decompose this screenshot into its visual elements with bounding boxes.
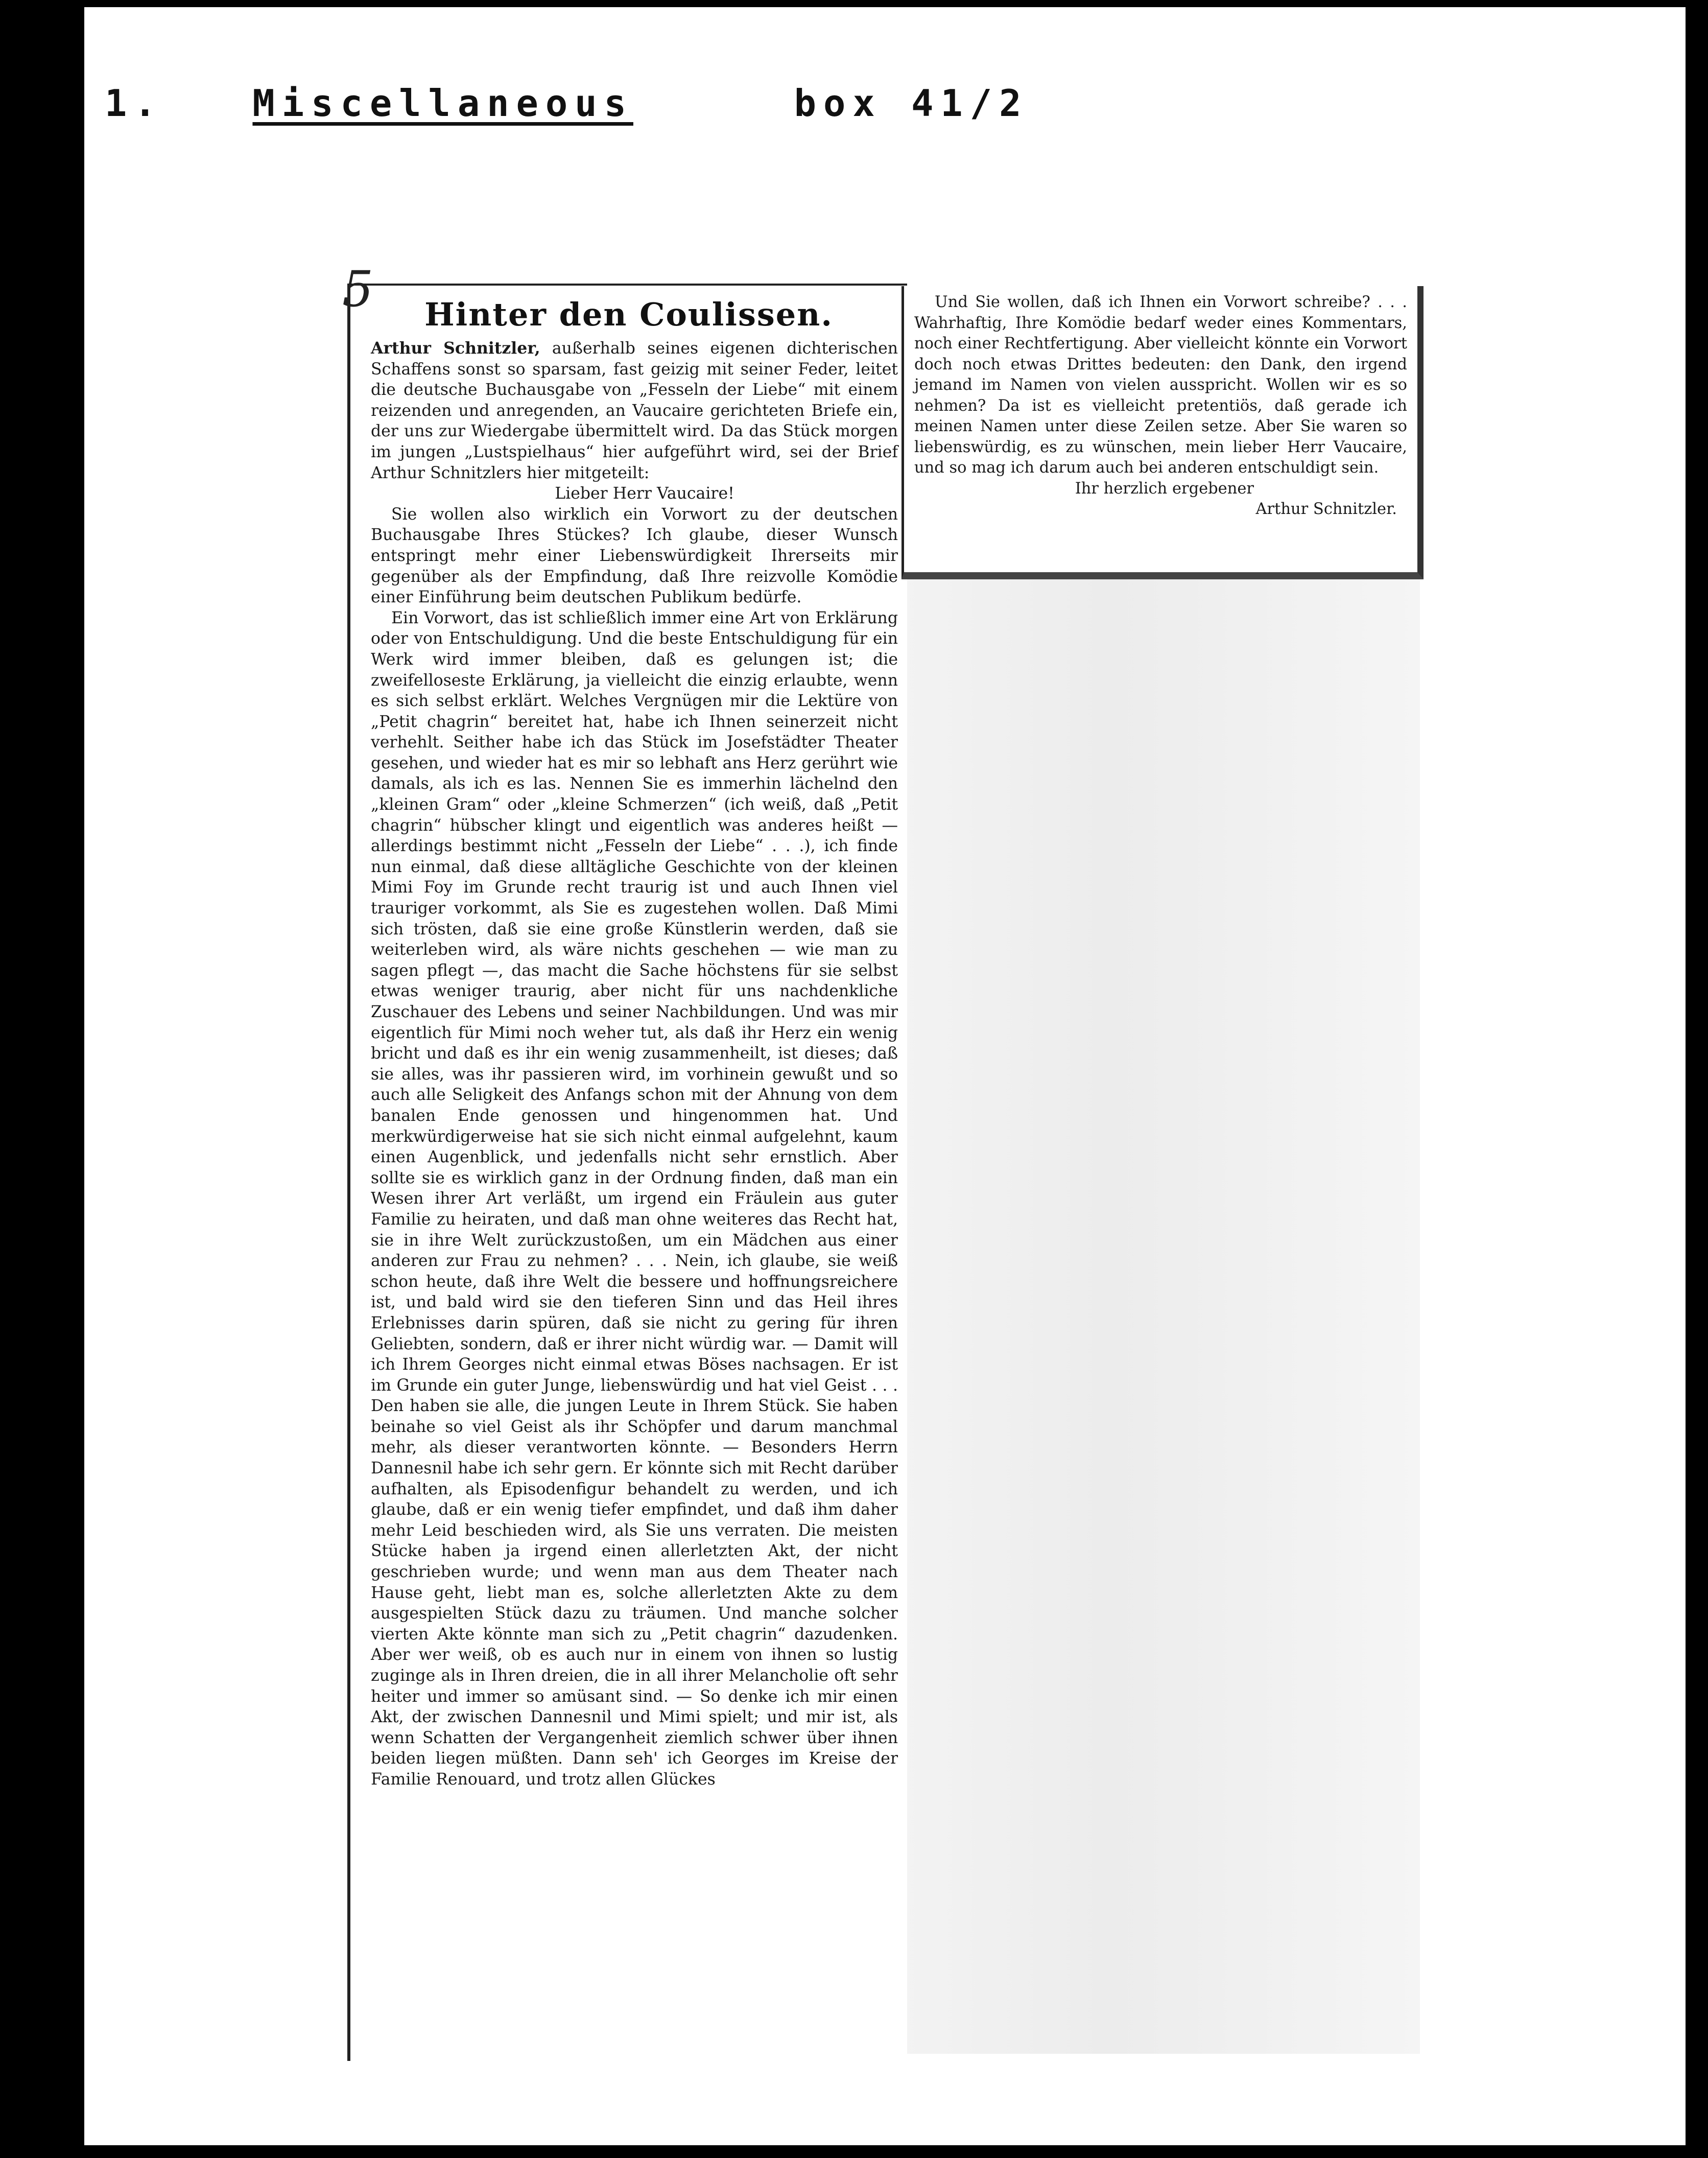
clipping-shadow: [902, 572, 1420, 2054]
clipping-left-column: [347, 284, 907, 2061]
signature: Arthur Schnitzler.: [1255, 500, 1397, 518]
closing-line: Ihr herzlich ergebener: [1075, 479, 1254, 498]
salutation: Lieber Herr Vaucaire!: [555, 484, 734, 503]
article-title: Hinter den Coulissen.: [424, 296, 833, 333]
paragraph: Sie wollen also wirklich ein Vorwort zu der deutschen Buchausgabe Ihres Stückes? Ich glaube, dieser Wunsch entspringt mehr einer Liebenswürdigkeit Ihrerseits mir gegenüber als der Empfindung, daß Ihre reizvolle Komödie einer Einführung beim deutschen Publikum bedürfe.: [371, 505, 898, 607]
lead-paragraph: [371, 338, 898, 483]
continuation-paragraph: Und Sie wollen, daß ich Ihnen ein Vorwort schreibe? . . . Wahrhaftig, Ihre Komödie bedarf weder eines Kommentars, noch einer Rechtfertigung. Aber vielleicht könnte ein Vorwort doch noch etwas Drittes bedeuten: den Dank, den irgend jemand im Namen von vielen ausspricht. Wollen wir es so nehmen? Da ist es vielleicht pretentiös, daß gerade ich meinen Namen unter diese Zeilen setze. Aber Sie waren so liebenswürdig, es zu wünschen, mein lieber Herr Vaucaire, und so mag ich darum auch bei anderen entschuldigt sein.: [914, 293, 1407, 477]
lead-author: Arthur Schnitzler,: [371, 339, 540, 358]
lead-text: außerhalb seines eigenen dichterischen Schaffens sonst so sparsam, fast geizig mit seiner Feder, leitet die deutsche Buchausgabe von „Fesseln der Liebe“ mit einem reizenden und anregenden, an Vaucaire gerichteten Briefe ein, der uns zur Wiedergabe übermittelt wird. Da das Stück morgen im jungen „Lustspielhaus“ hier aufgeführt wird, sei der Brief Arthur Schnitzlers hier mitgeteilt:: [371, 339, 898, 482]
article-body: [350, 338, 907, 1790]
header-category: Miscellaneous: [252, 82, 633, 125]
paragraph: Ein Vorwort, das ist schließlich immer eine Art von Erklärung oder von Entschuldigung. Und die beste Entschuldigung für ein Werk wird immer bleiben, daß es gelungen ist; die zweifelloseste Erklärung, ja vielleicht die einzig erlaubte, wenn es sich selbst erklärt. Welches Vergnügen mir die Lektüre von „Petit chagrin“ bereitet hat, habe ich Ihnen seinerzeit nicht verhehlt. Seither habe ich das Stück im Josefstädter Theater gesehen, und wieder hat es mir so lebhaft ans Herz gerührt wie damals, als ich es las. Nennen Sie es immerhin lächelnd den „kleinen Gram“ oder „kleine Schmerzen“ (ich weiß, daß „Petit chagrin“ hübscher klingt und eigentlich was anderes heißt — allerdings bestimmt nicht „Fesseln der Liebe“ . . .), ich finde nun einmal, daß diese alltägliche Geschichte von der kleinen Mimi Foy im Grunde recht traurig ist und auch Ihnen viel trauriger vorkommt, als Sie es zugestehen wollen. Daß Mimi sich trösten, daß sie eine große Künstlerin werden, daß sie weiterleben wird, als wäre nichts geschehen — wie man zu sagen pflegt —, das macht die Sache höchstens für sie selbst etwas weniger traurig, aber nicht für uns nachdenkliche Zuschauer des Lebens und seiner Nachbildungen. Und was mir eigentlich für Mimi noch weher tut, als daß ihr Herz ein wenig bricht und daß es ihr ein wenig zusammenheilt, ist dieses; daß sie alles, was ihr passieren wird, im vorhinein gewußt und so auch alle Seligkeit des Anfangs schon mit der Ahnung von dem banalen Ende genossen und hingenommen hat. Und merkwürdigerweise hat sie sich nicht einmal aufgelehnt, kaum einen Augenblick, und jedenfalls nicht sehr ernstlich. Aber sollte sie es wirklich ganz in der Ordnung finden, daß man ein Wesen ihrer Art verläßt, um irgend ein Fräulein aus guter Familie zu heiraten, und daß man ohne weiteres das Recht hat, sie in ihre Welt zurückzustoßen, um ein Mädchen aus einer anderen zur Frau zu nehmen? . . . Nein, ich glaube, sie weiß schon heute, daß ihre Welt die bessere und hoffnungsreichere ist, und bald wird sie den tieferen Sinn und das Heil ihres Erlebnisses darin spüren, daß sie nicht zu gering für ihren Geliebten, sondern, daß er ihrer nicht würdig war. — Damit will ich Ihrem Georges nicht einmal etwas Böses nachsagen. Er ist im Grunde ein guter Junge, liebenswürdig und hat viel Geist . . . Den haben sie alle, die jungen Leute in Ihrem Stück. Sie haben beinahe so viel Geist als ihr Schöpfer und darum manchmal mehr, als dieser verantworten könnte. — Besonders Herrn Dannesnil habe ich sehr gern. Er könnte sich mit Recht darüber aufhalten, als Episodenfigur behandelt zu werden, und ich glaube, daß er ein wenig tiefer empfindet, und daß ihm daher mehr Leid beschieden wird, als Sie uns verraten. Die meisten Stücke haben ja irgend einen allerletzten Akt, der nicht geschrieben wurde; und wenn man aus dem Theater nach Hause geht, liebt man es, solche allerletzten Akte zu dem ausgespielten Stück dazu zu träumen. Und manche solcher vierten Akte könnte man sich zu „Petit chagrin“ dazudenken. Aber wer weiß, ob es auch nur in einem von ihnen so lustig zuginge als in Ihren dreien, die in all ihrer Melancholie oft sehr heiter und immer so amüsant sind. — So denke ich mir einen Akt, der zwischen Dannesnil und Mimi spielt; und mir ist, als wenn Schatten der Vergangenheit ziemlich schwer über ihnen beiden liegen müßten. Dann seh' ich Georges im Kreise der Familie Renouard, und trotz allen Glückes: [371, 608, 898, 1789]
archive-header: [105, 82, 1029, 125]
header-box: box 41/2: [794, 82, 1029, 125]
clipping-right-column: [902, 286, 1424, 579]
handwritten-mark: 5: [342, 261, 374, 318]
header-number: 1.: [105, 82, 163, 125]
article-continuation: [904, 286, 1417, 520]
